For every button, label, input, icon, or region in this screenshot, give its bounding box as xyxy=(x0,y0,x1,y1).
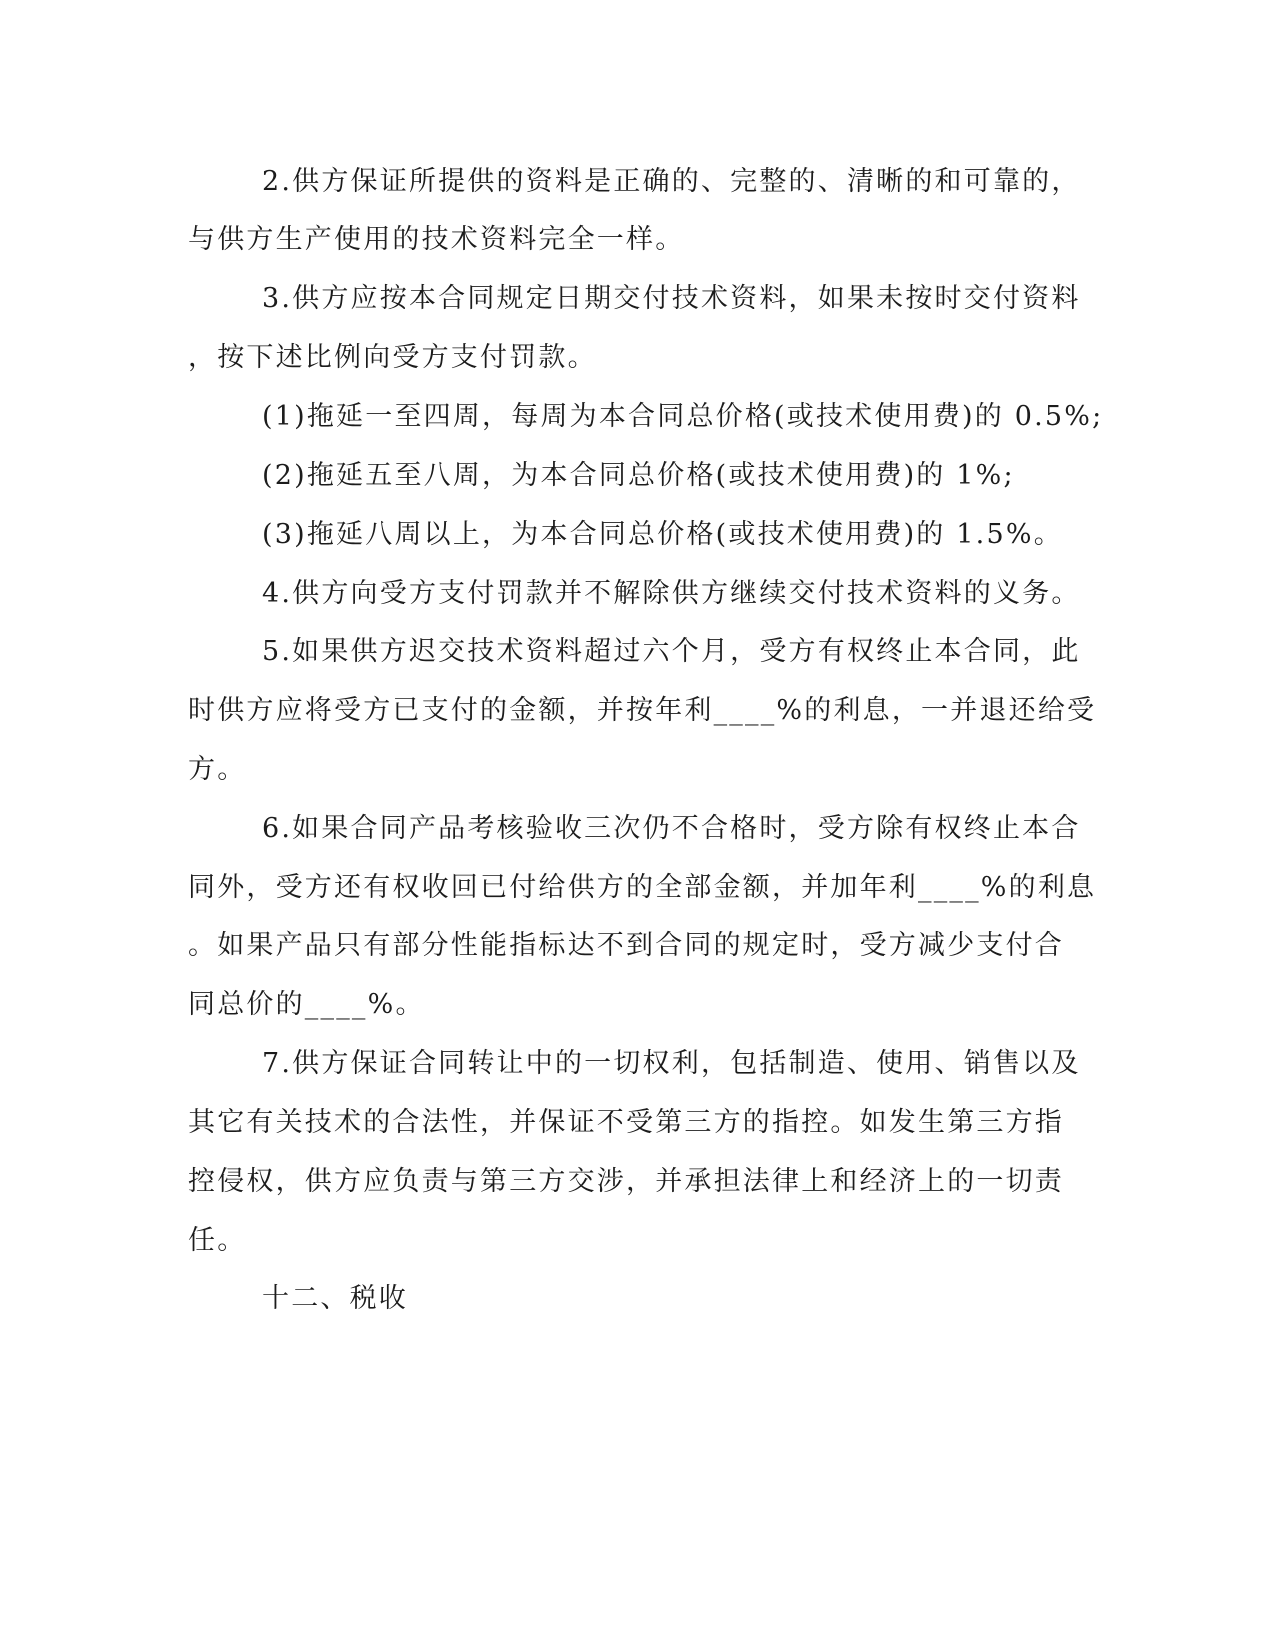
text-line: 。如果产品只有部分性能指标达不到合同的规定时，受方减少支付合 xyxy=(188,930,1064,961)
text-line: (3)拖延八周以上，为本合同总价格(或技术使用费)的 1.5%。 xyxy=(262,519,1063,550)
text-line: 与供方生产使用的技术资料完全一样。 xyxy=(188,224,685,255)
text-line: 其它有关技术的合法性，并保证不受第三方的指控。如发生第三方指 xyxy=(188,1107,1064,1138)
text-line: (1)拖延一至四周，每周为本合同总价格(或技术使用费)的 0.5%; xyxy=(262,401,1104,432)
text-line: 6.如果合同产品考核验收三次仍不合格时，受方除有权终止本合 xyxy=(262,813,1081,844)
section-heading: 十二、税收 xyxy=(262,1283,408,1314)
text-line: 同总价的____%。 xyxy=(188,989,425,1020)
text-line: 7.供方保证合同转让中的一切权利，包括制造、使用、销售以及 xyxy=(262,1048,1081,1079)
text-line: 3.供方应按本合同规定日期交付技术资料，如果未按时交付资料 xyxy=(262,283,1081,314)
text-line: 同外，受方还有权收回已付给供方的全部金额，并加年利____%的利息 xyxy=(188,872,1097,903)
text-line: 4.供方向受方支付罚款并不解除供方继续交付技术资料的义务。 xyxy=(262,578,1081,609)
text-line: 5.如果供方迟交技术资料超过六个月，受方有权终止本合同，此 xyxy=(262,636,1081,667)
text-line: 任。 xyxy=(188,1225,247,1256)
text-line: 时供方应将受方已支付的金额，并按年利____%的利息，一并退还给受 xyxy=(188,695,1097,726)
text-line: 方。 xyxy=(188,754,247,785)
text-line: 2.供方保证所提供的资料是正确的、完整的、清晰的和可靠的， xyxy=(262,166,1081,197)
text-line: 控侵权，供方应负责与第三方交涉，并承担法律上和经济上的一切责 xyxy=(188,1166,1064,1197)
text-line: (2)拖延五至八周，为本合同总价格(或技术使用费)的 1%; xyxy=(262,460,1015,491)
text-line: ，按下述比例向受方支付罚款。 xyxy=(188,342,597,373)
